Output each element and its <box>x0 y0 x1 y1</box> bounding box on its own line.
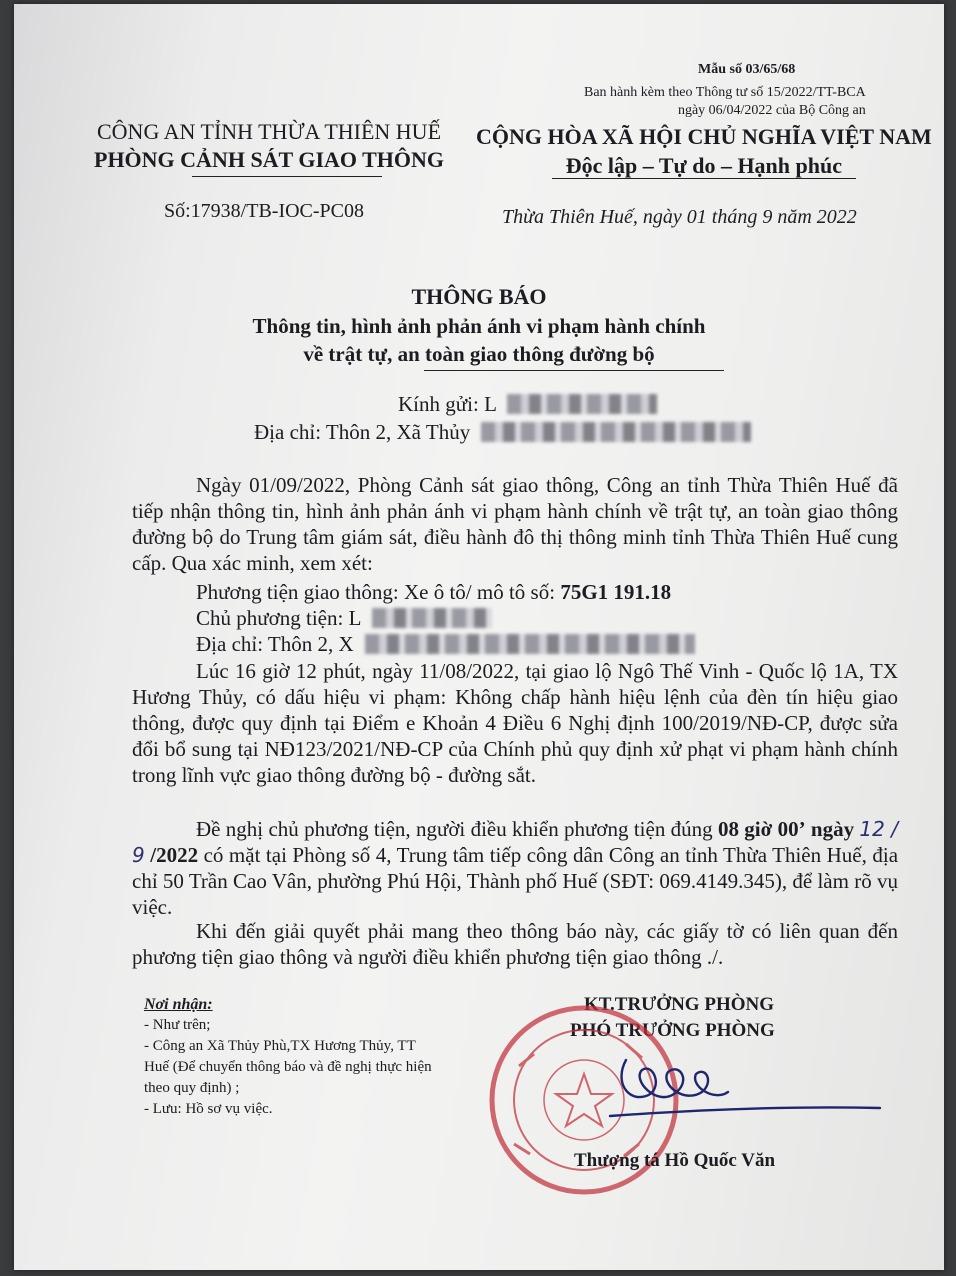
owner-address-visible: X <box>338 632 354 656</box>
document-subtitle-2: về trật tự, an toàn giao thông đường bộ <box>303 342 655 366</box>
request-text-2: có mặt tại Phòng số 4, Trung tâm tiếp công dân Công an tỉnh Thừa Thiên Huế, địa chỉ 50 Trần Cao Vân, phường Phú Hội, Thành phố Huế (SĐT: 069.4149.345), để làm rõ vụ việc. <box>132 843 899 919</box>
request-year: /2022 <box>150 843 199 867</box>
request-ngay: ngày <box>810 817 855 841</box>
agency-line1: CÔNG AN TỈNH THỪA THIÊN HUẾ <box>97 119 442 144</box>
recipient-line-4: theo quy định) ; <box>144 1080 240 1096</box>
signer-title-2: PHÓ TRƯỞNG PHÒNG <box>570 1020 775 1041</box>
recipients-title: Nơi nhận: <box>144 996 213 1013</box>
handwritten-date: 12 / 9 <box>132 817 899 867</box>
request-text-1: Đề nghị chủ phương tiện, người điều khiển phương tiện đúng <box>196 817 713 841</box>
recipient-line-5: - Lưu: Hồ sơ vụ việc. <box>144 1101 273 1117</box>
owner-address-label: Địa chỉ: Thôn 2, <box>196 632 334 656</box>
form-number: Mẫu số 03/65/68 <box>698 62 796 77</box>
para-received: Ngày 01/09/2022, Phòng Cảnh sát giao thông, Công an tỉnh Thừa Thiên Huế đã tiếp nhận thông tin, hình ảnh phản ánh vi phạm hành chính về trật tự, an toàn giao thông đường bộ do Trung tâm giám sát, điều hành đô thị thông minh tỉnh Thừa Thiên Huế cung cấp. Qua xác minh, xem xét: <box>132 473 898 575</box>
national-line2: Độc lập – Tự do – Hạnh phúc <box>565 153 843 178</box>
agency-line2: PHÒNG CẢNH SÁT GIAO THÔNG <box>94 147 445 172</box>
owner-label: Chủ phương tiện: <box>196 606 344 630</box>
signature-icon <box>610 1060 880 1116</box>
document-page <box>14 4 944 1270</box>
addressee-label: Kính gửi: <box>398 392 479 416</box>
document-number: Số:17938/TB-IOC-PC08 <box>164 200 365 222</box>
document-heading: THÔNG BÁO <box>411 284 547 309</box>
vehicle-plate: 75G1 191.18 <box>560 580 672 604</box>
para-closing: Khi đến giải quyết phải mang theo thông báo này, các giấy tờ có liên quan đến phương tiện giao thông và người điều khiển phương tiện giao thông ./. <box>132 919 898 969</box>
recipient-line-1: - Như trên; <box>144 1017 211 1033</box>
owner-visible: L <box>348 606 361 630</box>
signer-title-1: KT.TRƯỞNG PHÒNG <box>584 994 774 1015</box>
form-note-line1: Ban hành kèm theo Thông tư số 15/2022/TT-BCA <box>584 85 866 100</box>
vehicle-label: Phương tiện giao thông: Xe ô tô/ mô tô số: <box>196 580 556 604</box>
request-time: 08 giờ 00’ <box>717 817 806 841</box>
recipient-line-3: Huế (Để chuyển thông báo và đề nghị thực hiện <box>144 1059 432 1075</box>
addressee-address-label: Địa chỉ: Thôn 2, Xã Thủy <box>254 420 471 444</box>
form-note-line2: ngày 06/04/2022 của Bộ Công an <box>677 103 866 118</box>
national-line1: CỘNG HÒA XÃ HỘI CHỦ NGHĨA VIỆT NAM <box>476 124 932 149</box>
addressee-visible: L <box>484 392 497 416</box>
signer-name: Thượng tá Hồ Quốc Văn <box>574 1150 776 1171</box>
dateline: Thừa Thiên Huế, ngày 01 tháng 9 năm 2022 <box>502 206 857 228</box>
para-violation: Lúc 16 giờ 12 phút, ngày 11/08/2022, tại giao lộ Ngô Thế Vinh - Quốc lộ 1A, TX Hương Thủy, có dấu hiệu vi phạm: Không chấp hành hiệu lệnh của đèn tín hiệu giao thông, được quy định tại Điểm e Khoản 4 Điều 6 Nghị định 100/2019/NĐ-CP, được sửa đổi bổ sung tại NĐ123/2021/NĐ-CP của Chính phủ quy định xử phạt vi phạm hành chính trong lĩnh vực giao thông đường bộ - đường sắt. <box>132 659 898 787</box>
stamp-and-signature <box>14 4 944 1270</box>
document-subtitle-1: Thông tin, hình ảnh phản ánh vi phạm hành chính <box>252 314 706 338</box>
recipient-line-2: - Công an Xã Thủy Phù,TX Hương Thủy, TT <box>144 1038 416 1054</box>
